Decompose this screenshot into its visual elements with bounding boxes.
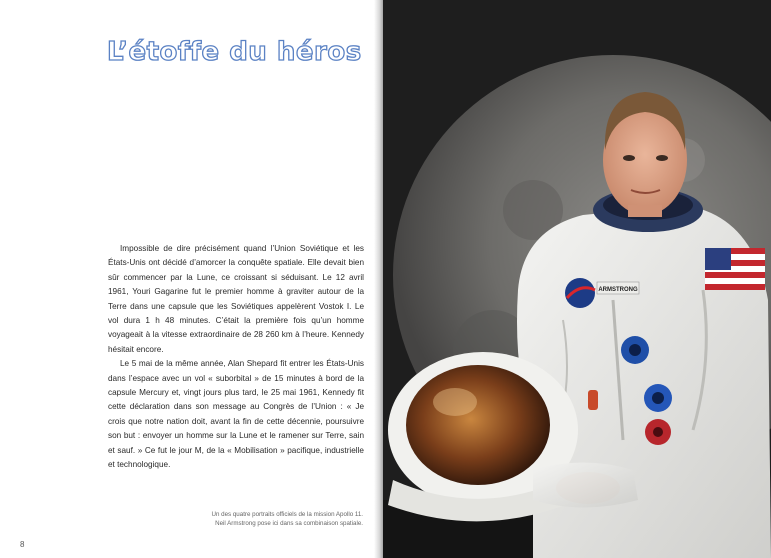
paragraph: Le 5 mai de la même année, Alan Shepard fit entrer les États-Unis dans l’espace avec un vol « suborbital » de 15 minutes à bord de la capsule Mercury et, vingt jours plus tard, le 25 mai 1961, Kennedy fit cette déclaration dans son message au Congrès de l’Union : « Je crois que notre nation doit, avant la fin de cette décennie, poursuivre son but : envoyer un homme sur la Lune et le ramener sur Terre, sain et sauf. » Ce fut le jour M, de la « Mobilisation » pacifique, industrielle et technologique. — [108, 359, 364, 470]
page-number-left: 8 — [20, 540, 25, 549]
left-page — [0, 0, 380, 558]
right-page — [383, 0, 771, 558]
chapter-title: L’étoffe du héros — [107, 37, 362, 67]
helmet-visor — [406, 365, 550, 485]
body-text — [108, 242, 364, 473]
caption-line: Neil Armstrong pose ici dans sa combinaison spatiale. — [215, 519, 363, 527]
photo-caption — [196, 511, 363, 529]
nasa-badge — [565, 278, 595, 308]
caption-line: Un des quatre portraits officiels de la mission Apollo 11. — [211, 511, 363, 518]
name-tag-text: ARMSTRONG — [598, 287, 638, 293]
us-flag-patch — [705, 248, 765, 290]
paragraph: Impossible de dire précisément quand l’Union Soviétique et les États-Unis ont décidé d’amorcer la conquête spatiale. Elle devait bien sûr commencer par la Lune, ce croissant si séduisant. Le 12 avril 1961, Youri Gagarine fut le premier homme à graviter autour de la Terre dans une capsule que les Soviétiques appelèrent Vostok I. Le vol dura 1 h 48 minutes. C’était la première fois qu’un homme voyageait à la vitesse extraordinaire de 28 260 km à l’heure. Kennedy hésitait encore. — [108, 244, 364, 354]
astronaut-portrait — [383, 0, 771, 558]
